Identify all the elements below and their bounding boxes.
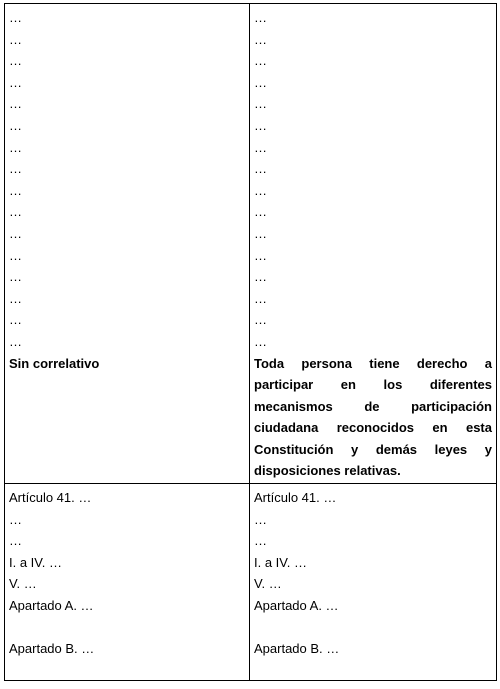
omitted-text-ellipsis: …: [9, 74, 22, 90]
omitted-text-ellipsis: …: [9, 10, 22, 25]
omitted-text-ellipsis: …: [9, 533, 22, 549]
omitted-text-ellipsis: …: [9, 204, 22, 220]
omitted-text-ellipsis: …: [254, 31, 267, 47]
article-heading: Artículo 41. …: [9, 490, 92, 505]
fractions-text: I. a IV. …: [254, 554, 307, 570]
omitted-text-ellipsis: …: [254, 312, 267, 328]
omitted-text-ellipsis: …: [9, 290, 22, 306]
proposed-text-cell: [250, 484, 497, 681]
table-row: [5, 484, 497, 681]
omitted-text-ellipsis: …: [254, 182, 267, 198]
table-row: [5, 4, 497, 484]
omitted-text-ellipsis: …: [9, 225, 22, 241]
current-text-cell: [5, 4, 250, 484]
omitted-text-ellipsis: …: [254, 333, 267, 349]
omitted-text-ellipsis: …: [254, 117, 267, 133]
omitted-text-ellipsis: …: [9, 96, 22, 112]
omitted-text-ellipsis: …: [254, 290, 267, 306]
omitted-text-ellipsis: …: [254, 225, 267, 241]
article-heading: Artículo 41. …: [254, 490, 337, 505]
blank-line: [254, 617, 492, 639]
omitted-text-ellipsis: …: [254, 533, 267, 549]
blank-line: [9, 617, 245, 639]
fraction-v-text: V. …: [254, 576, 282, 592]
omitted-text-ellipsis: …: [9, 31, 22, 47]
proposed-new-paragraph: Toda persona tiene derecho a participar en los diferentes mecanismos de participación ciudadana reconocidos en esta Constitución y demás leyes y disposiciones relativas.: [254, 355, 492, 479]
omitted-text-ellipsis: …: [254, 139, 267, 155]
no-correlative-text: Sin correlativo: [9, 355, 100, 371]
omitted-text-ellipsis: …: [254, 269, 267, 285]
omitted-text-ellipsis: …: [9, 139, 22, 155]
omitted-text-ellipsis: …: [9, 247, 22, 263]
omitted-text-ellipsis: …: [9, 312, 22, 328]
omitted-text-ellipsis: …: [254, 161, 267, 177]
omitted-text-ellipsis: …: [254, 511, 267, 527]
apartado-b-text: Apartado B. …: [9, 641, 95, 657]
omitted-text-ellipsis: …: [9, 269, 22, 285]
omitted-text-ellipsis: …: [9, 161, 22, 177]
omitted-text-ellipsis: …: [9, 511, 22, 527]
apartado-a-text: Apartado A. …: [9, 597, 94, 613]
apartado-a-text: Apartado A. …: [254, 597, 339, 613]
fraction-v-text: V. …: [9, 576, 37, 592]
omitted-text-ellipsis: …: [254, 10, 267, 25]
current-text-cell: [5, 484, 250, 681]
omitted-text-ellipsis: …: [9, 333, 22, 349]
omitted-text-ellipsis: …: [254, 74, 267, 90]
omitted-text-ellipsis: …: [9, 53, 22, 69]
omitted-text-ellipsis: …: [254, 96, 267, 112]
omitted-text-ellipsis: …: [9, 182, 22, 198]
apartado-b-text: Apartado B. …: [254, 641, 340, 657]
fractions-text: I. a IV. …: [9, 554, 62, 570]
omitted-text-ellipsis: …: [254, 247, 267, 263]
omitted-text-ellipsis: …: [9, 117, 22, 133]
omitted-text-ellipsis: …: [254, 204, 267, 220]
comparison-table: [4, 3, 497, 681]
proposed-text-cell: [250, 4, 497, 484]
omitted-text-ellipsis: …: [254, 53, 267, 69]
